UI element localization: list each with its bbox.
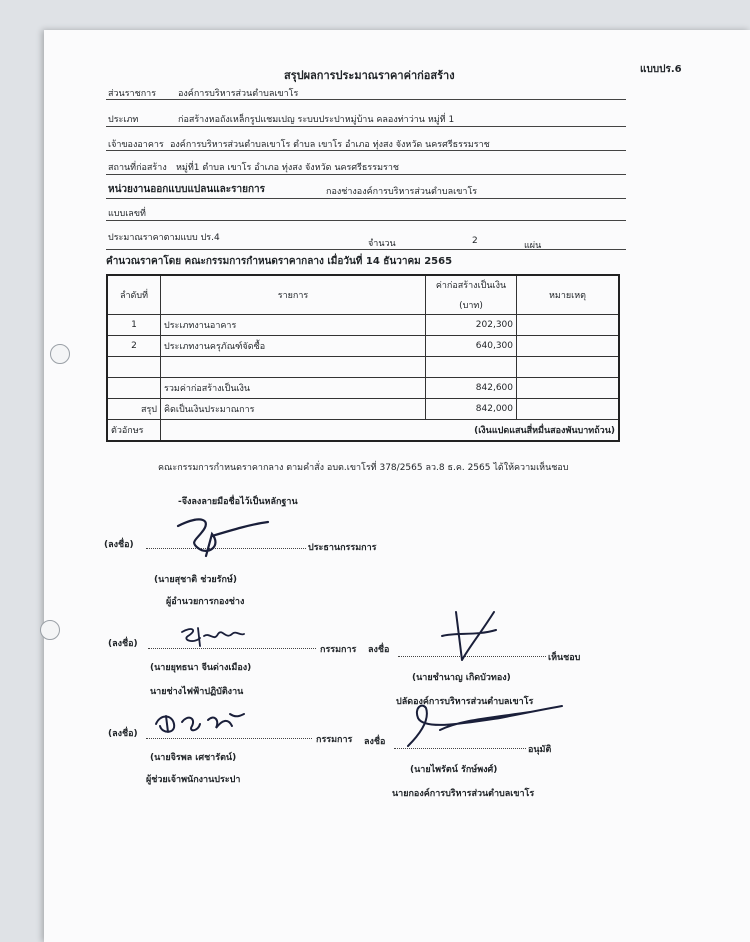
member1-role: กรรมการ <box>320 645 357 655</box>
member2-role: กรรมการ <box>316 735 353 745</box>
header-cost-label: ค่าก่อสร้างเป็นเงิน <box>435 281 507 291</box>
member1-signature <box>178 624 248 650</box>
approve2-role: อนุมัติ <box>528 745 552 755</box>
punch-hole <box>40 620 60 640</box>
count-value: 2 <box>472 236 478 246</box>
rule <box>106 174 626 175</box>
row-cost: 202,300 <box>426 315 517 336</box>
computed-by: คำนวณราคาโดย คณะกรรมการกำหนดราคากลาง เมื่อวันที่ 14 ธันวาคม 2565 <box>106 256 453 267</box>
header-item: รายการ <box>161 275 426 315</box>
table-row <box>107 336 619 357</box>
location-label: สถานที่ก่อสร้าง <box>108 163 167 173</box>
chair-role: ประธานกรรมการ <box>308 543 377 553</box>
header-note: หมายเหตุ <box>517 275 620 315</box>
header-cost <box>426 275 517 315</box>
row-no: 2 <box>107 336 161 357</box>
row-item: ประเภทงานอาคาร <box>161 315 426 336</box>
sign-intro: -จึงลงลายมือชื่อไว้เป็นหลักฐาน <box>178 497 298 507</box>
approve2-sign-prefix: ลงชื่อ <box>364 737 386 747</box>
header-cost-unit: (บาท) <box>459 301 483 311</box>
estimate-row-value: 842,000 <box>426 399 517 420</box>
member1-sign-prefix: (ลงชื่อ) <box>108 639 138 649</box>
agency-value: องค์การบริหารส่วนตำบลเขาโร <box>178 89 299 99</box>
approve1-role: เห็นชอบ <box>548 653 581 663</box>
row-cost: 640,300 <box>426 336 517 357</box>
owner-value: องค์การบริหารส่วนตำบลเขาโร ตำบล เขาโร อำเภอ ทุ่งสง จังหวัด นครศรีธรรมราช <box>170 140 490 150</box>
member1-name: (นายยุทธนา จีนด่างเมือง) <box>150 663 252 673</box>
member2-sign-prefix: (ลงชื่อ) <box>108 729 138 739</box>
table-row <box>107 315 619 336</box>
design-unit-label: หน่วยงานออกแบบแปลนและรายการ <box>108 184 266 195</box>
approve1-signature <box>436 606 500 664</box>
member2-title: ผู้ช่วยเจ้าพนักงานประปา <box>146 775 241 785</box>
type-label: ประเภท <box>108 115 139 125</box>
chair-name: (นายสุชาติ ช่วยรักษ์) <box>154 575 237 585</box>
location-value: หมู่ที่1 ตำบล เขาโร อำเภอ ทุ่งสง จังหวัด นครศรีธรรมราช <box>176 163 399 173</box>
letters-label: ตัวอักษร <box>107 420 161 442</box>
total-label: รวมค่าก่อสร้างเป็นเงิน <box>161 378 426 399</box>
member2-sign-line <box>146 738 312 739</box>
owner-label: เจ้าของอาคาร <box>108 140 164 150</box>
rule <box>106 198 626 199</box>
type-value: ก่อสร้างหอถังเหล็กรูปแชมเปญ ระบบประปาหมู่บ้าน คลองท่าว่าน หมู่ที่ 1 <box>178 115 455 125</box>
table-header-row <box>107 275 619 315</box>
member2-name: (นายจิรพล เศชารัตน์) <box>150 753 237 763</box>
rule <box>106 249 626 250</box>
rule <box>106 126 626 127</box>
table-letters-row <box>107 420 619 442</box>
row-item: ประเภทงานครุภัณฑ์จัดซื้อ <box>161 336 426 357</box>
estimate-label: ประมาณราคาตามแบบ ปร.4 <box>108 233 220 243</box>
total-value: 842,600 <box>426 378 517 399</box>
approve1-title: ปลัดองค์การบริหารส่วนตำบลเขาโร <box>396 697 534 707</box>
punch-hole <box>50 344 70 364</box>
estimate-row-label: คิดเป็นเงินประมาณการ <box>161 399 426 420</box>
table-summary-row <box>107 399 619 420</box>
member2-signature <box>152 710 248 738</box>
approve2-title: นายกองค์การบริหารส่วนตำบลเขาโร <box>392 789 535 799</box>
form-code: แบบปร.6 <box>640 64 682 75</box>
row-note <box>517 315 620 336</box>
rule <box>106 99 626 100</box>
chair-title: ผู้อำนวยการกองช่าง <box>166 597 245 607</box>
rule <box>106 220 626 221</box>
summary-label: สรุป <box>107 399 161 420</box>
letters-value: (เงินแปดแสนสี่หมื่นสองพันบาทถ้วน) <box>161 420 620 442</box>
design-unit-value: กองช่างองค์การบริหารส่วนตำบลเขาโร <box>326 187 478 197</box>
table-row-empty <box>107 357 619 378</box>
chair-sign-prefix: (ลงชื่อ) <box>104 540 134 550</box>
plan-no-label: แบบเลขที่ <box>108 209 146 219</box>
document-title: สรุปผลการประมาณราคาค่าก่อสร้าง <box>284 69 455 82</box>
count-unit: แผ่น <box>524 241 542 251</box>
agency-label: ส่วนราชการ <box>108 89 157 99</box>
rule <box>106 150 626 151</box>
count-label: จำนวน <box>368 239 396 249</box>
row-note <box>517 336 620 357</box>
approve1-name: (นายชำนาญ เกิดบัวทอง) <box>412 673 511 683</box>
member1-title: นายช่างไฟฟ้าปฏิบัติงาน <box>150 687 244 697</box>
approve2-name: (นายไพรัตน์ รักษ์พงศ์) <box>410 765 498 775</box>
committee-note: คณะกรรมการกำหนดราคากลาง ตามคำสั่ง อบต.เขาโรที่ 378/2565 ลว.8 ธ.ค. 2565 ได้ให้ความเห็นชอบ <box>158 463 569 473</box>
header-no: ลำดับที่ <box>107 275 161 315</box>
chair-signature <box>172 512 272 560</box>
approve1-sign-prefix: ลงชื่อ <box>368 645 390 655</box>
row-no: 1 <box>107 315 161 336</box>
table-total-row <box>107 378 619 399</box>
cost-table <box>106 274 620 442</box>
